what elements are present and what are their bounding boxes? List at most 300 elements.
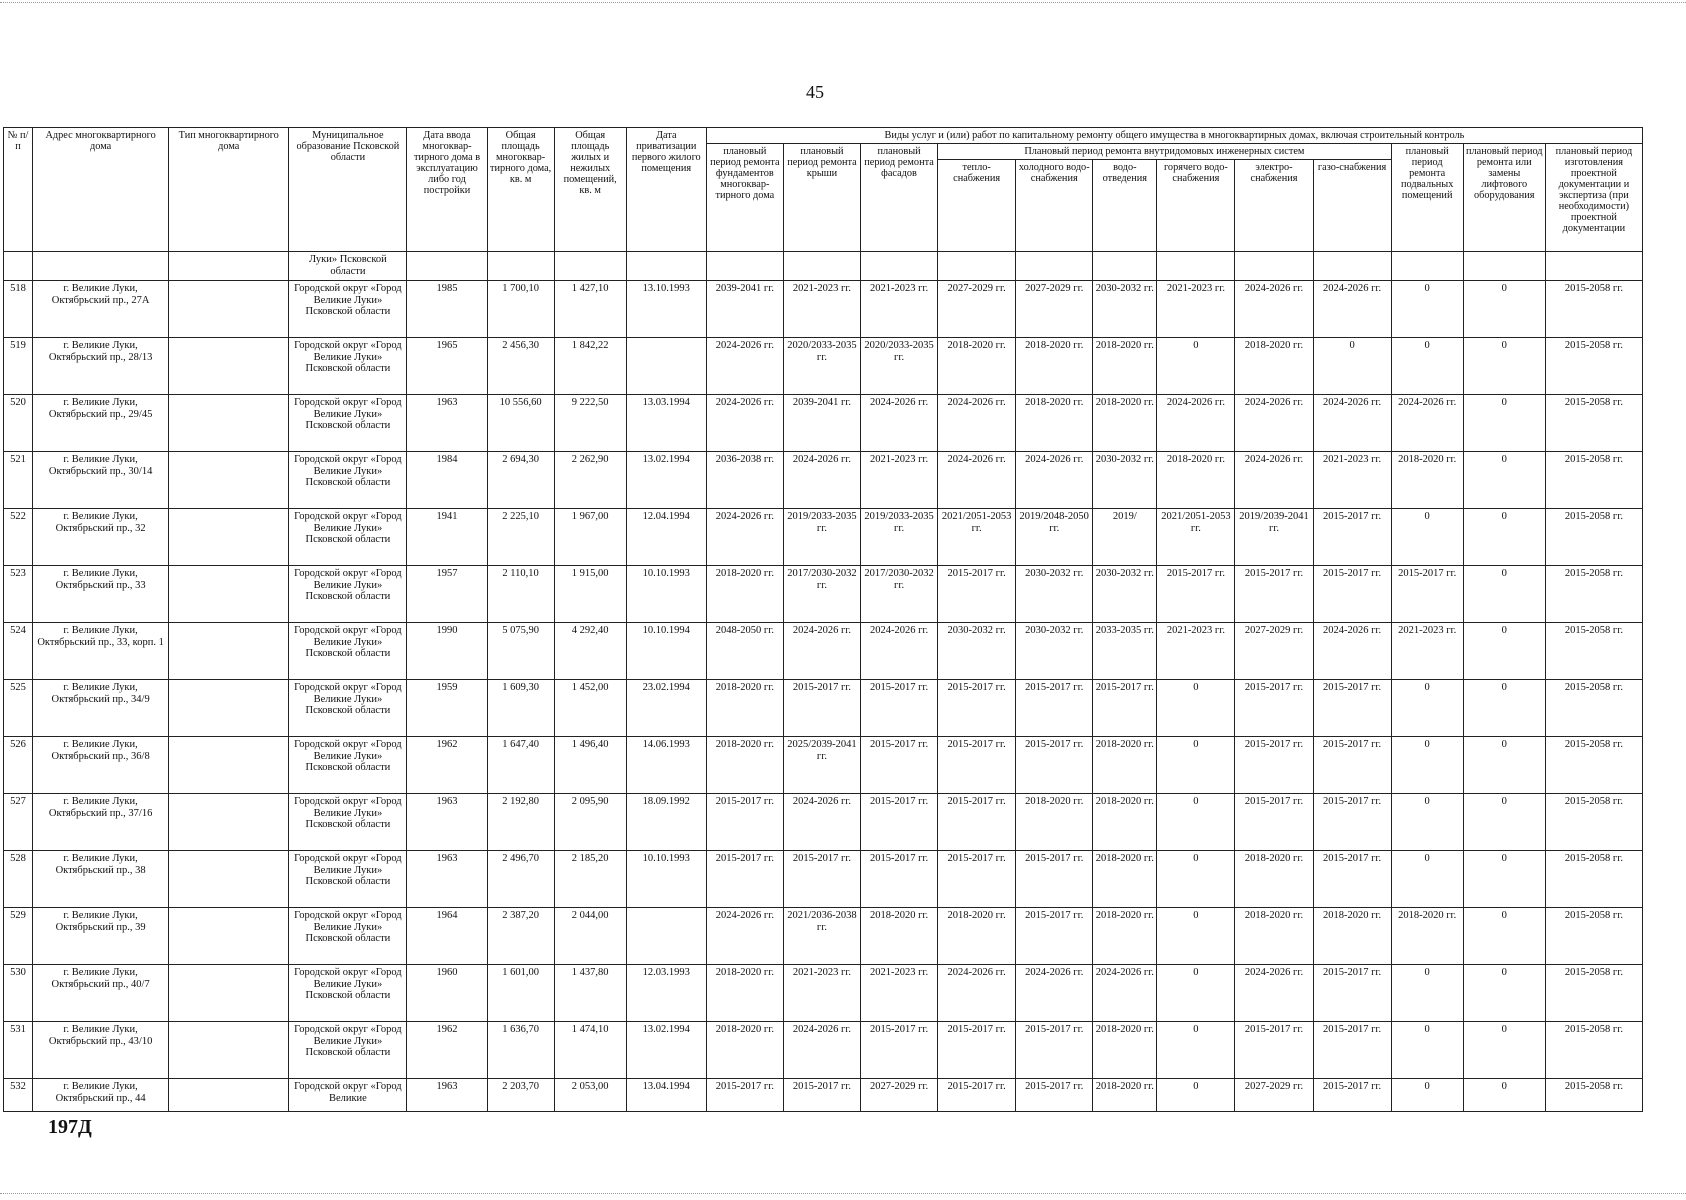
cell-foundation: 2024-2026 гг. xyxy=(706,908,783,965)
cell-sewer: 2018-2020 гг. xyxy=(1093,395,1157,452)
cell-foundation: 2024-2026 гг. xyxy=(706,338,783,395)
cell-sewer: 2018-2020 гг. xyxy=(1093,1022,1157,1079)
header-no: № п/п xyxy=(4,128,33,252)
cell-cold-water: 2015-2017 гг. xyxy=(1016,737,1093,794)
cell-municipality: Городской округ «Город Великие Луки» Псковской области xyxy=(289,509,407,566)
cell-gas: 2021-2023 гг. xyxy=(1313,452,1391,509)
cell-total-area: 2 203,70 xyxy=(487,1079,554,1112)
cell-documentation: 2015-2058 гг. xyxy=(1545,1079,1642,1112)
cell-cold-water: 2015-2017 гг. xyxy=(1016,851,1093,908)
table-row xyxy=(4,1079,1643,1112)
cell-privatization: 13.03.1994 xyxy=(626,395,706,452)
header-living-area: Общая площадь жилых и нежилых помещений, кв. м xyxy=(554,128,626,252)
cell-gas: 2024-2026 гг. xyxy=(1313,623,1391,680)
cell-total-area: 1 609,30 xyxy=(487,680,554,737)
header-type: Тип многоквартирного дома xyxy=(169,128,289,252)
cell-electric: 2015-2017 гг. xyxy=(1235,737,1313,794)
cell-documentation: 2015-2058 гг. xyxy=(1545,452,1642,509)
cell-electric: 2018-2020 гг. xyxy=(1235,338,1313,395)
cell-total-area: 2 387,20 xyxy=(487,908,554,965)
cell-hot-water: 0 xyxy=(1157,1079,1235,1112)
cell-foundation: 2036-2038 гг. xyxy=(706,452,783,509)
cell-address: г. Великие Луки, Октябрьский пр., 28/13 xyxy=(33,338,169,395)
continuation-row xyxy=(4,252,1643,281)
cell-documentation: 2015-2058 гг. xyxy=(1545,680,1642,737)
cell-privatization: 13.10.1993 xyxy=(626,281,706,338)
cell-privatization: 18.09.1992 xyxy=(626,794,706,851)
cell-roof: 2039-2041 гг. xyxy=(783,395,860,452)
cell-facade: 2027-2029 гг. xyxy=(861,1079,938,1112)
cell-living-area: 2 053,00 xyxy=(554,1079,626,1112)
cell-cold-water: 2027-2029 гг. xyxy=(1016,281,1093,338)
cell-commission: 1959 xyxy=(407,680,487,737)
cell-no: 526 xyxy=(4,737,33,794)
cell-address: г. Великие Луки, Октябрьский пр., 30/14 xyxy=(33,452,169,509)
cell-documentation: 2015-2058 гг. xyxy=(1545,908,1642,965)
cell-gas: 2018-2020 гг. xyxy=(1313,908,1391,965)
cell-address: г. Великие Луки, Октябрьский пр., 33 xyxy=(33,566,169,623)
cell-roof: 2021-2023 гг. xyxy=(783,965,860,1022)
cell-total-area: 1 700,10 xyxy=(487,281,554,338)
cell-facade: 2021-2023 гг. xyxy=(861,965,938,1022)
cell-elevator: 0 xyxy=(1463,794,1545,851)
cell-privatization: 10.10.1994 xyxy=(626,623,706,680)
cell-facade: 2015-2017 гг. xyxy=(861,851,938,908)
table-row xyxy=(4,395,1643,452)
cell-address: г. Великие Луки, Октябрьский пр., 33, корп. 1 xyxy=(33,623,169,680)
cell-basement: 2021-2023 гг. xyxy=(1391,623,1463,680)
cell-hot-water: 2024-2026 гг. xyxy=(1157,395,1235,452)
cell-cold-water: 2015-2017 гг. xyxy=(1016,680,1093,737)
cell-living-area: 1 967,00 xyxy=(554,509,626,566)
cell-address: г. Великие Луки, Октябрьский пр., 29/45 xyxy=(33,395,169,452)
cell-living-area: 1 427,10 xyxy=(554,281,626,338)
table-row xyxy=(4,965,1643,1022)
cell-hot-water: 0 xyxy=(1157,737,1235,794)
cell-no: 530 xyxy=(4,965,33,1022)
cell-sewer: 2033-2035 гг. xyxy=(1093,623,1157,680)
cell-basement: 0 xyxy=(1391,737,1463,794)
cell-hot-water: 0 xyxy=(1157,338,1235,395)
cell-elevator: 0 xyxy=(1463,851,1545,908)
cell-basement: 0 xyxy=(1391,1022,1463,1079)
cell-hot-water: 0 xyxy=(1157,680,1235,737)
cell-address: г. Великие Луки, Октябрьский пр., 36/8 xyxy=(33,737,169,794)
cell-facade: 2021-2023 гг. xyxy=(861,281,938,338)
cell-hot-water: 2021-2023 гг. xyxy=(1157,281,1235,338)
cell-municipality: Городской округ «Город Великие xyxy=(289,1079,407,1112)
header-roof: плановый период ремонта крыши xyxy=(783,144,860,252)
cell-gas: 2015-2017 гг. xyxy=(1313,737,1391,794)
cell-facade: 2015-2017 гг. xyxy=(861,680,938,737)
cell-privatization: 13.04.1994 xyxy=(626,1079,706,1112)
cell-hot-water: 2018-2020 гг. xyxy=(1157,452,1235,509)
cell-total-area: 5 075,90 xyxy=(487,623,554,680)
cell-commission: 1963 xyxy=(407,851,487,908)
cell-privatization: 13.02.1994 xyxy=(626,1022,706,1079)
cell-municipality: Городской округ «Город Великие Луки» Псковской области xyxy=(289,680,407,737)
cell-sewer: 2018-2020 гг. xyxy=(1093,908,1157,965)
cell-total-area: 2 192,80 xyxy=(487,794,554,851)
cell-facade: 2015-2017 гг. xyxy=(861,794,938,851)
cell-no: 522 xyxy=(4,509,33,566)
table-row xyxy=(4,623,1643,680)
cell-documentation: 2015-2058 гг. xyxy=(1545,395,1642,452)
cell-roof: 2024-2026 гг. xyxy=(783,452,860,509)
cell-documentation: 2015-2058 гг. xyxy=(1545,281,1642,338)
cell-electric: 2018-2020 гг. xyxy=(1235,908,1313,965)
cell-hot-water: 0 xyxy=(1157,908,1235,965)
cell-electric: 2019/2039-2041 гг. xyxy=(1235,509,1313,566)
cell-no: 520 xyxy=(4,395,33,452)
cell-cold-water: 2024-2026 гг. xyxy=(1016,452,1093,509)
cell-total-area: 1 636,70 xyxy=(487,1022,554,1079)
cell-foundation: 2015-2017 гг. xyxy=(706,794,783,851)
cell-heat: 2015-2017 гг. xyxy=(938,566,1016,623)
table-body xyxy=(4,252,1643,1112)
cell-total-area: 2 225,10 xyxy=(487,509,554,566)
cell-cold-water: 2030-2032 гг. xyxy=(1016,623,1093,680)
cell-address: г. Великие Луки, Октябрьский пр., 43/10 xyxy=(33,1022,169,1079)
cell-elevator: 0 xyxy=(1463,737,1545,794)
cell-living-area: 1 842,22 xyxy=(554,338,626,395)
cell-commission: 1965 xyxy=(407,338,487,395)
cell-privatization xyxy=(626,908,706,965)
scan-edge-top xyxy=(0,2,1686,5)
cell-living-area: 1 437,80 xyxy=(554,965,626,1022)
cell-no: 527 xyxy=(4,794,33,851)
cell-cold-water: 2030-2032 гг. xyxy=(1016,566,1093,623)
cell-facade: 2021-2023 гг. xyxy=(861,452,938,509)
header-row-1 xyxy=(4,128,1643,144)
header-elevator: плановый период ремонта или замены лифтового оборудования xyxy=(1463,144,1545,252)
table-row xyxy=(4,737,1643,794)
cell-no: 521 xyxy=(4,452,33,509)
cell-documentation: 2015-2058 гг. xyxy=(1545,623,1642,680)
table-row xyxy=(4,338,1643,395)
cell-documentation: 2015-2058 гг. xyxy=(1545,1022,1642,1079)
cell-elevator: 0 xyxy=(1463,338,1545,395)
cell-municipality: Городской округ «Город Великие Луки» Псковской области xyxy=(289,281,407,338)
header-electric: электро-снабжения xyxy=(1235,160,1313,252)
cell-commission: 1962 xyxy=(407,737,487,794)
cell-hot-water: 0 xyxy=(1157,1022,1235,1079)
cell-living-area: 2 044,00 xyxy=(554,908,626,965)
cell-no: 531 xyxy=(4,1022,33,1079)
cell-sewer: 2018-2020 гг. xyxy=(1093,1079,1157,1112)
header-commission: Дата ввода многоквар-тирного дома в эксплуатацию либо год постройки xyxy=(407,128,487,252)
cell-basement: 2018-2020 гг. xyxy=(1391,908,1463,965)
table-row xyxy=(4,680,1643,737)
cell-documentation: 2015-2058 гг. xyxy=(1545,509,1642,566)
cell-electric: 2027-2029 гг. xyxy=(1235,623,1313,680)
header-gas: газо-снабжения xyxy=(1313,160,1391,252)
cell-electric: 2024-2026 гг. xyxy=(1235,395,1313,452)
cell-basement: 0 xyxy=(1391,794,1463,851)
cell-elevator: 0 xyxy=(1463,509,1545,566)
cell-type xyxy=(169,965,289,1022)
cell-roof: 2017/2030-2032 гг. xyxy=(783,566,860,623)
cell-hot-water: 0 xyxy=(1157,851,1235,908)
cell-elevator: 0 xyxy=(1463,452,1545,509)
cell-heat: 2024-2026 гг. xyxy=(938,452,1016,509)
cell-heat: 2015-2017 гг. xyxy=(938,851,1016,908)
cell-elevator: 0 xyxy=(1463,623,1545,680)
header-total-area: Общая площадь многоквар-тирного дома, кв. м xyxy=(487,128,554,252)
cell-elevator: 0 xyxy=(1463,566,1545,623)
cell-heat: 2027-2029 гг. xyxy=(938,281,1016,338)
cell-commission: 1964 xyxy=(407,908,487,965)
cell-hot-water: 0 xyxy=(1157,965,1235,1022)
header-basement: плановый период ремонта подвальных помещений xyxy=(1391,144,1463,252)
cell-heat: 2015-2017 гг. xyxy=(938,737,1016,794)
cell-municipality: Городской округ «Город Великие Луки» Псковской области xyxy=(289,1022,407,1079)
cell-foundation: 2018-2020 гг. xyxy=(706,680,783,737)
cell-privatization: 13.02.1994 xyxy=(626,452,706,509)
document-code: 197Д xyxy=(48,1116,92,1138)
cell-heat: 2015-2017 гг. xyxy=(938,1079,1016,1112)
cell-cold-water: 2018-2020 гг. xyxy=(1016,338,1093,395)
cell-living-area: 1 915,00 xyxy=(554,566,626,623)
cell-total-area: 2 496,70 xyxy=(487,851,554,908)
cell-municipality: Городской округ «Город Великие Луки» Псковской области xyxy=(289,338,407,395)
scan-edge-bottom xyxy=(0,1193,1686,1196)
cell-hot-water: 0 xyxy=(1157,794,1235,851)
cell-facade: 2024-2026 гг. xyxy=(861,395,938,452)
cell-type xyxy=(169,623,289,680)
cell-basement: 0 xyxy=(1391,1079,1463,1112)
cell-no: 528 xyxy=(4,851,33,908)
cell-gas: 2015-2017 гг. xyxy=(1313,680,1391,737)
cell-gas: 2024-2026 гг. xyxy=(1313,281,1391,338)
cell-commission: 1960 xyxy=(407,965,487,1022)
cell-heat: 2018-2020 гг. xyxy=(938,908,1016,965)
cell-address: г. Великие Луки, Октябрьский пр., 38 xyxy=(33,851,169,908)
cell-no: 524 xyxy=(4,623,33,680)
cell-no: 519 xyxy=(4,338,33,395)
cell-privatization: 14.06.1993 xyxy=(626,737,706,794)
cell-no: 525 xyxy=(4,680,33,737)
cell-commission: 1962 xyxy=(407,1022,487,1079)
header-documentation: плановый период изготовления проектной документации и экспертиза (при необходимости) проектной документации xyxy=(1545,144,1642,252)
cell-commission: 1941 xyxy=(407,509,487,566)
cell-gas: 0 xyxy=(1313,338,1391,395)
cell-basement: 0 xyxy=(1391,338,1463,395)
cell-facade: 2020/2033-2035 гг. xyxy=(861,338,938,395)
header-hot-water: горячего водо-снабжения xyxy=(1157,160,1235,252)
cell-sewer: 2030-2032 гг. xyxy=(1093,452,1157,509)
cell-electric: 2024-2026 гг. xyxy=(1235,965,1313,1022)
table-row xyxy=(4,851,1643,908)
cell-electric: 2015-2017 гг. xyxy=(1235,794,1313,851)
table-row xyxy=(4,509,1643,566)
cell-basement: 0 xyxy=(1391,680,1463,737)
cell-documentation: 2015-2058 гг. xyxy=(1545,851,1642,908)
cell-elevator: 0 xyxy=(1463,281,1545,338)
cell-foundation: 2015-2017 гг. xyxy=(706,1079,783,1112)
continuation-text: Луки» Псковской области xyxy=(289,252,407,281)
cell-facade: 2019/2033-2035 гг. xyxy=(861,509,938,566)
cell-documentation: 2015-2058 гг. xyxy=(1545,794,1642,851)
cell-living-area: 2 262,90 xyxy=(554,452,626,509)
cell-address: г. Великие Луки, Октябрьский пр., 44 xyxy=(33,1079,169,1112)
cell-elevator: 0 xyxy=(1463,908,1545,965)
cell-sewer: 2019/ xyxy=(1093,509,1157,566)
cell-sewer: 2015-2017 гг. xyxy=(1093,680,1157,737)
cell-type xyxy=(169,908,289,965)
header-systems-group: Плановый период ремонта внутридомовых инженерных систем xyxy=(938,144,1392,160)
cell-heat: 2015-2017 гг. xyxy=(938,1022,1016,1079)
header-municipality: Муниципальное образование Псковской области xyxy=(289,128,407,252)
cell-heat: 2015-2017 гг. xyxy=(938,794,1016,851)
cell-gas: 2015-2017 гг. xyxy=(1313,1022,1391,1079)
cell-roof: 2020/2033-2035 гг. xyxy=(783,338,860,395)
cell-address: г. Великие Луки, Октябрьский пр., 34/9 xyxy=(33,680,169,737)
cell-facade: 2015-2017 гг. xyxy=(861,1022,938,1079)
cell-living-area: 4 292,40 xyxy=(554,623,626,680)
cell-commission: 1984 xyxy=(407,452,487,509)
cell-cold-water: 2015-2017 гг. xyxy=(1016,1022,1093,1079)
cell-privatization: 10.10.1993 xyxy=(626,566,706,623)
cell-roof: 2025/2039-2041 гг. xyxy=(783,737,860,794)
cell-commission: 1957 xyxy=(407,566,487,623)
cell-total-area: 10 556,60 xyxy=(487,395,554,452)
cell-documentation: 2015-2058 гг. xyxy=(1545,965,1642,1022)
header-facade: плановый период ремонта фасадов xyxy=(861,144,938,252)
cell-no: 532 xyxy=(4,1079,33,1112)
cell-total-area: 2 110,10 xyxy=(487,566,554,623)
cell-privatization xyxy=(626,338,706,395)
cell-sewer: 2018-2020 гг. xyxy=(1093,794,1157,851)
cell-commission: 1963 xyxy=(407,395,487,452)
cell-heat: 2021/2051-2053 гг. xyxy=(938,509,1016,566)
cell-no: 518 xyxy=(4,281,33,338)
cell-municipality: Городской округ «Город Великие Луки» Псковской области xyxy=(289,566,407,623)
cell-type xyxy=(169,395,289,452)
cell-hot-water: 2015-2017 гг. xyxy=(1157,566,1235,623)
cell-basement: 0 xyxy=(1391,965,1463,1022)
cell-commission: 1985 xyxy=(407,281,487,338)
cell-living-area: 1 496,40 xyxy=(554,737,626,794)
cell-type xyxy=(169,794,289,851)
cell-elevator: 0 xyxy=(1463,395,1545,452)
cell-address: г. Великие Луки, Октябрьский пр., 40/7 xyxy=(33,965,169,1022)
cell-elevator: 0 xyxy=(1463,680,1545,737)
cell-heat: 2024-2026 гг. xyxy=(938,395,1016,452)
cell-basement: 2024-2026 гг. xyxy=(1391,395,1463,452)
cell-cold-water: 2015-2017 гг. xyxy=(1016,1079,1093,1112)
cell-type xyxy=(169,281,289,338)
cell-cold-water: 2019/2048-2050 гг. xyxy=(1016,509,1093,566)
cell-basement: 0 xyxy=(1391,281,1463,338)
cell-living-area: 1 452,00 xyxy=(554,680,626,737)
cell-roof: 2021/2036-2038 гг. xyxy=(783,908,860,965)
cell-elevator: 0 xyxy=(1463,1022,1545,1079)
cell-address: г. Великие Луки, Октябрьский пр., 37/16 xyxy=(33,794,169,851)
cell-foundation: 2024-2026 гг. xyxy=(706,509,783,566)
cell-gas: 2015-2017 гг. xyxy=(1313,794,1391,851)
cell-no: 529 xyxy=(4,908,33,965)
header-sewer: водо-отведения xyxy=(1093,160,1157,252)
table-row xyxy=(4,908,1643,965)
cell-total-area: 1 601,00 xyxy=(487,965,554,1022)
table-row xyxy=(4,452,1643,509)
cell-address: г. Великие Луки, Октябрьский пр., 39 xyxy=(33,908,169,965)
cell-heat: 2030-2032 гг. xyxy=(938,623,1016,680)
header-heat: тепло-снабжения xyxy=(938,160,1016,252)
table-row xyxy=(4,1022,1643,1079)
cell-municipality: Городской округ «Город Великие Луки» Псковской области xyxy=(289,623,407,680)
cell-commission: 1963 xyxy=(407,1079,487,1112)
table-row xyxy=(4,794,1643,851)
cell-basement: 2018-2020 гг. xyxy=(1391,452,1463,509)
cell-foundation: 2018-2020 гг. xyxy=(706,737,783,794)
cell-elevator: 0 xyxy=(1463,965,1545,1022)
cell-elevator: 0 xyxy=(1463,1079,1545,1112)
cell-type xyxy=(169,680,289,737)
cell-facade: 2017/2030-2032 гг. xyxy=(861,566,938,623)
cell-foundation: 2039-2041 гг. xyxy=(706,281,783,338)
cell-cold-water: 2018-2020 гг. xyxy=(1016,794,1093,851)
cell-basement: 2015-2017 гг. xyxy=(1391,566,1463,623)
cell-gas: 2015-2017 гг. xyxy=(1313,509,1391,566)
table-row xyxy=(4,566,1643,623)
cell-foundation: 2048-2050 гг. xyxy=(706,623,783,680)
cell-privatization: 12.04.1994 xyxy=(626,509,706,566)
header-foundation: плановый период ремонта фундаментов многоквар-тирного дома xyxy=(706,144,783,252)
cell-municipality: Городской округ «Город Великие Луки» Псковской области xyxy=(289,452,407,509)
cell-type xyxy=(169,452,289,509)
cell-basement: 0 xyxy=(1391,509,1463,566)
cell-privatization: 10.10.1993 xyxy=(626,851,706,908)
cell-foundation: 2018-2020 гг. xyxy=(706,965,783,1022)
cell-municipality: Городской округ «Город Великие Луки» Псковской области xyxy=(289,737,407,794)
cell-electric: 2015-2017 гг. xyxy=(1235,680,1313,737)
cell-documentation: 2015-2058 гг. xyxy=(1545,566,1642,623)
cell-municipality: Городской округ «Город Великие Луки» Псковской области xyxy=(289,965,407,1022)
cell-address: г. Великие Луки, Октябрьский пр., 32 xyxy=(33,509,169,566)
cell-documentation: 2015-2058 гг. xyxy=(1545,338,1642,395)
cell-municipality: Городской округ «Город Великие Луки» Псковской области xyxy=(289,395,407,452)
cell-cold-water: 2015-2017 гг. xyxy=(1016,908,1093,965)
cell-sewer: 2030-2032 гг. xyxy=(1093,566,1157,623)
cell-commission: 1963 xyxy=(407,794,487,851)
cell-facade: 2018-2020 гг. xyxy=(861,908,938,965)
header-address: Адрес многоквартирного дома xyxy=(33,128,169,252)
cell-roof: 2024-2026 гг. xyxy=(783,794,860,851)
cell-gas: 2015-2017 гг. xyxy=(1313,851,1391,908)
cell-electric: 2024-2026 гг. xyxy=(1235,281,1313,338)
cell-total-area: 2 456,30 xyxy=(487,338,554,395)
cell-foundation: 2018-2020 гг. xyxy=(706,566,783,623)
cell-municipality: Городской округ «Город Великие Луки» Псковской области xyxy=(289,908,407,965)
cell-living-area: 2 185,20 xyxy=(554,851,626,908)
cell-basement: 0 xyxy=(1391,851,1463,908)
cell-hot-water: 2021-2023 гг. xyxy=(1157,623,1235,680)
cell-heat: 2024-2026 гг. xyxy=(938,965,1016,1022)
header-works-group: Виды услуг и (или) работ по капитальному ремонту общего имущества в многоквартирных домах, включая строительный контроль xyxy=(706,128,1642,144)
cell-heat: 2015-2017 гг. xyxy=(938,680,1016,737)
cell-electric: 2024-2026 гг. xyxy=(1235,452,1313,509)
cell-address: г. Великие Луки, Октябрьский пр., 27А xyxy=(33,281,169,338)
cell-commission: 1990 xyxy=(407,623,487,680)
cell-no: 523 xyxy=(4,566,33,623)
cell-roof: 2015-2017 гг. xyxy=(783,680,860,737)
cell-living-area: 9 222,50 xyxy=(554,395,626,452)
cell-privatization: 23.02.1994 xyxy=(626,680,706,737)
cell-facade: 2015-2017 гг. xyxy=(861,737,938,794)
cell-type xyxy=(169,509,289,566)
